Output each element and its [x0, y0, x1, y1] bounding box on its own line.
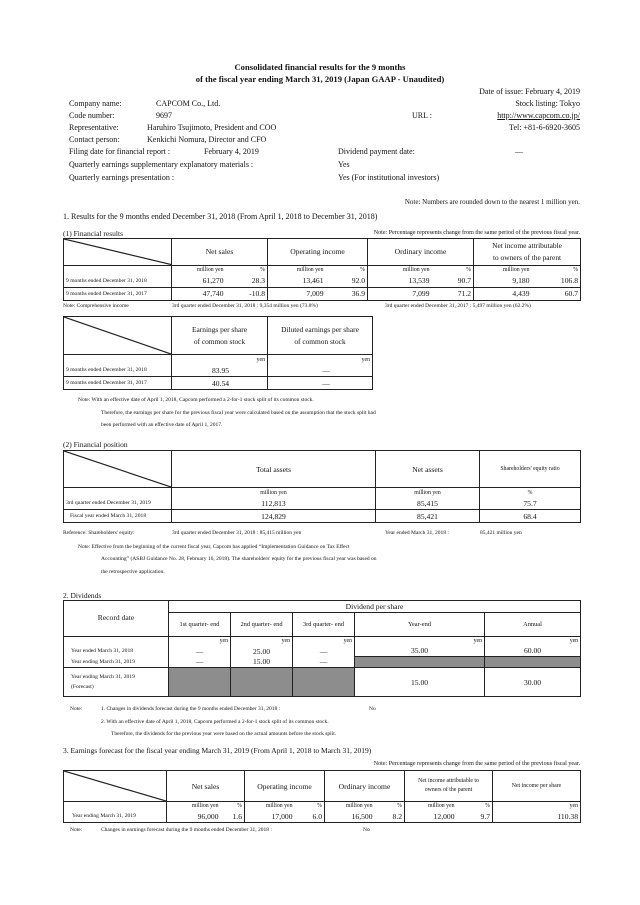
- row-label: Fiscal year ended March 31, 2018: [64, 510, 172, 523]
- table-row: [64, 668, 581, 697]
- col-operating-income: Operating income: [245, 771, 325, 802]
- section1-heading: 1. Results for the 9 months ended December 31, 2018 (From April 1, 2018 to December 31, 2018): [63, 212, 378, 221]
- unit-yen: yen: [231, 637, 293, 646]
- code-label: Code number:: [69, 111, 115, 120]
- cell-value: 6.0: [295, 811, 325, 823]
- col-annual: Annual: [485, 613, 581, 637]
- unit-percent: %: [375, 802, 405, 811]
- unit-yen: yen: [169, 637, 231, 646]
- cell-value: 106.8: [532, 275, 581, 287]
- unit-yen: yen: [493, 802, 581, 811]
- row-label: Year ended March 31, 2018: [64, 646, 169, 657]
- unit-percent: %: [221, 802, 245, 811]
- table-row: [64, 275, 581, 287]
- unit-million: million yen: [368, 265, 432, 275]
- diagonal-header-cell: [64, 317, 172, 355]
- unit-million: million yen: [268, 265, 326, 275]
- comp-income-2018: 3rd quarter ended December 31, 2018 : 9,354 million yen (73.8%): [172, 303, 318, 309]
- dividend-per-share-header: Dividend per share: [169, 601, 581, 613]
- blank-gray-cell: [169, 668, 231, 697]
- cell-value: 92.0: [326, 275, 368, 287]
- table-row: [64, 657, 581, 668]
- row-label: 3rd quarter ended December 31, 2019: [64, 498, 172, 510]
- table-row: [64, 498, 581, 510]
- col-q2: 2nd quarter- end: [231, 613, 293, 637]
- table-row: [64, 365, 373, 377]
- cell-value: 60.00: [485, 646, 581, 657]
- cell-value: -10.8: [226, 287, 268, 300]
- supp-materials: Yes: [338, 160, 350, 169]
- col-operating-income: Operating income: [268, 239, 368, 265]
- div-note-1: 1. Changes in dividends forecast during the 9 months ended December 31, 2018 :: [101, 706, 281, 712]
- accounting-note-2: Accounting” (ASBJ Guidance No. 28, February 16, 2018). The shareholders' equity for the previous fiscal year was based on: [101, 556, 377, 562]
- unit-yen: yen: [268, 355, 373, 365]
- cell-value: 68.4: [480, 510, 581, 523]
- blank-gray-cell: [355, 657, 485, 668]
- cell-value: 40.54: [172, 377, 268, 390]
- cell-value: 71.2: [432, 287, 474, 300]
- diagonal-header-cell: [64, 771, 167, 802]
- code-number: 9697: [156, 111, 172, 120]
- ref-equity-year: 85,421 million yen: [480, 530, 522, 536]
- col-total-assets: Total assets: [172, 451, 376, 488]
- row-label: 9 months ended December 31, 2017: [64, 287, 172, 300]
- col-record-date: Record date: [64, 613, 169, 637]
- unit-percent: %: [480, 488, 581, 498]
- unit-million: million yen: [405, 802, 457, 811]
- table-row: [64, 510, 581, 523]
- filing-label: Filing date for financial report :: [69, 147, 171, 156]
- cell-value: 7,009: [268, 287, 326, 300]
- forecast-note: Changes in earnings forecast during the 9 months ended December 31, 2018 :: [101, 827, 272, 833]
- cell-value: 60.7: [532, 287, 581, 300]
- comp-income-note: Note: Comprehensive income: [63, 303, 129, 309]
- unit-yen: yen: [172, 355, 268, 365]
- accounting-note-3: the retrospective application.: [101, 569, 165, 575]
- col-net-sales: Net sales: [167, 771, 245, 802]
- ref-equity-label: Reference: Shareholders' equity:: [63, 530, 135, 536]
- row-label: 9 months ended December 31, 2018: [64, 275, 172, 287]
- cell-value: 16,500: [325, 811, 375, 823]
- forecast-note-value: No: [363, 827, 370, 833]
- cell-value: 7,099: [368, 287, 432, 300]
- telephone: Tel: +81-6-6920-3605: [509, 123, 580, 132]
- forecast-heading: 3. Earnings forecast for the fiscal year ending March 31, 2019 (From April 1, 2018 to March 31, 2019): [63, 746, 372, 755]
- dividends-heading: 2. Dividends: [63, 591, 102, 600]
- filing-date: February 4, 2019: [204, 147, 259, 156]
- div-note-label: Note:: [70, 706, 83, 712]
- table-row: [64, 646, 581, 657]
- forecast-row-label: Year ending March 31, 2019 (Forecast): [64, 668, 169, 697]
- diagonal-header-cell: [64, 451, 172, 488]
- unit-million: million yen: [325, 802, 375, 811]
- cell-value: 61,270: [172, 275, 226, 287]
- ref-equity-year-label: Year ended March 31, 2018 :: [385, 530, 449, 536]
- cell-value: 28.3: [226, 275, 268, 287]
- table-row: [64, 287, 581, 300]
- supp-materials-label: Quarterly earnings supplementary explanatory materials :: [69, 160, 254, 169]
- cell-value: 47,740: [172, 287, 226, 300]
- unit-percent: %: [457, 802, 493, 811]
- accounting-note-1: Note: Effective from the beginning of the current fiscal year, Capcom has applied “Implementation Guidance on Tax Effect: [78, 544, 350, 550]
- cell-value: 36.9: [326, 287, 368, 300]
- cell-value: 35.00: [355, 646, 485, 657]
- cell-value: 85,421: [376, 510, 480, 523]
- cell-value: 112,813: [172, 498, 376, 510]
- unit-percent: %: [326, 265, 368, 275]
- cell-value: 15.00: [355, 668, 485, 697]
- row-label: 9 months ended December 31, 2017: [64, 377, 172, 390]
- split-note-2: Therefore, the earnings per share for the previous fiscal year were calculated based on the assumption that the stock split had: [101, 410, 376, 416]
- forecast-table: [63, 770, 581, 823]
- cell-value: 9,180: [474, 275, 532, 287]
- diagonal-header-cell: [64, 239, 172, 266]
- unit-million: million yen: [474, 265, 532, 275]
- div-note-3: Therefore, the dividends for the previous year were based on the actual amounts before the stock split.: [111, 731, 337, 737]
- row-label: 9 months ended December 31, 2018: [64, 365, 172, 377]
- cell-value: 8.2: [375, 811, 405, 823]
- cell-value: 12,000: [405, 811, 457, 823]
- comp-income-2017: 3rd quarter ended December 31, 2017 : 5,497 million yen (62.2%): [385, 303, 531, 309]
- unit-yen: yen: [355, 637, 485, 646]
- cell-value: 90.7: [432, 275, 474, 287]
- col-diluted-eps: Diluted earnings per share of common stock: [268, 317, 373, 355]
- row-label: Year ending March 31, 2019: [64, 811, 167, 823]
- div-note-2: 2. With an effective date of April 1, 2018, Capcom performed a 2-for-1 stock split of its common stock.: [101, 719, 329, 725]
- unit-million: million yen: [172, 265, 226, 275]
- blank-gray-cell: [293, 668, 355, 697]
- cell-value: 13,461: [268, 275, 326, 287]
- cell-value: 25.00: [231, 646, 293, 657]
- cell-value: —: [169, 657, 231, 668]
- col-q1: 1st quarter- end: [169, 613, 231, 637]
- col-net-sales: Net sales: [172, 239, 268, 265]
- col-ordinary-income: Ordinary income: [325, 771, 405, 802]
- unit-million: million yen: [245, 802, 295, 811]
- cell-value: —: [268, 377, 373, 390]
- doc-title-line1: Consolidated financial results for the 9 months: [234, 62, 406, 72]
- cell-value: 9.7: [457, 811, 493, 823]
- doc-title-line2: of the fiscal year ending March 31, 2019 (Japan GAAP - Unaudited): [195, 74, 445, 84]
- unit-percent: %: [226, 265, 268, 275]
- col-year-end: Year-end: [355, 613, 485, 637]
- presentation: Yes (For institutional investors): [338, 173, 440, 182]
- forecast-note-label: Note:: [70, 827, 83, 833]
- unit-yen: yen: [485, 637, 581, 646]
- ref-equity-quarter: 3rd quarter ended December 31, 2018 : 85,415 million yen: [172, 530, 302, 536]
- col-equity-ratio: Shareholders' equity ratio: [480, 451, 581, 488]
- cell-value: 85,415: [376, 498, 480, 510]
- blank-gray-cell: [231, 668, 293, 697]
- cell-value: 75.7: [480, 498, 581, 510]
- unit-percent: %: [432, 265, 474, 275]
- col-eps: Earnings per share of common stock: [172, 317, 268, 355]
- cell-value: —: [169, 646, 231, 657]
- split-note-1: Note: With an effective date of April 1, 2018, Capcom performed a 2-for-1 stock split of its common stock.: [78, 397, 314, 403]
- split-note-3: been performed with an effective date of April 1, 2017.: [101, 422, 223, 428]
- cell-value: —: [293, 646, 355, 657]
- financial-position-heading: (2) Financial position: [63, 440, 128, 449]
- rounding-note: Note: Numbers are rounded down to the nearest 1 million yen.: [404, 198, 580, 206]
- cell-value: 17,000: [245, 811, 295, 823]
- cell-value: 83.95: [172, 365, 268, 377]
- unit-percent: %: [295, 802, 325, 811]
- company-name: CAPCOM Co., Ltd.: [156, 99, 221, 108]
- cell-value: 124,829: [172, 510, 376, 523]
- col-net-assets: Net assets: [376, 451, 480, 488]
- blank-gray-cell: [485, 657, 581, 668]
- financial-results-table: [63, 238, 581, 301]
- contact-label: Contact person:: [69, 135, 120, 144]
- eps-table: [63, 316, 373, 390]
- dividend-date-label: Dividend payment date:: [338, 147, 415, 156]
- col-eps: Net income per share: [493, 771, 581, 802]
- financial-results-heading: (1) Financial results: [63, 229, 123, 238]
- cell-value: 15.00: [231, 657, 293, 668]
- cell-value: 30.00: [485, 668, 581, 697]
- url-label: URL :: [412, 111, 432, 120]
- dividend-date: —: [515, 147, 523, 156]
- record-date-header: [64, 601, 169, 613]
- cell-value: —: [268, 365, 373, 377]
- div-note-1-value: No: [369, 706, 376, 712]
- financial-position-table: [63, 450, 581, 523]
- cell-value: 13,539: [368, 275, 432, 287]
- cell-value: 96,000: [167, 811, 221, 823]
- cell-value: —: [293, 657, 355, 668]
- cell-value: 110.38: [493, 811, 581, 823]
- representative: Haruhiro Tsujimoto, President and COO: [147, 123, 277, 132]
- table-row: [64, 811, 581, 823]
- presentation-label: Quarterly earnings presentation :: [69, 173, 175, 182]
- row-label: Year ending March 31, 2019: [64, 657, 169, 668]
- table-row: [64, 377, 373, 390]
- cell-value: 4,439: [474, 287, 532, 300]
- stock-listing: Stock listing: Tokyo: [515, 99, 580, 108]
- company-name-label: Company name:: [69, 99, 122, 108]
- col-net-income: Net income attributable to owners of the parent: [405, 771, 493, 802]
- col-ordinary-income: Ordinary income: [368, 239, 474, 265]
- issue-date: Date of issue: February 4, 2019: [479, 87, 580, 96]
- unit-million: million yen: [172, 488, 376, 498]
- rep-label: Representative:: [69, 123, 119, 132]
- col-net-income: Net income attributable to owners of the parent: [474, 239, 581, 265]
- dividends-table: [63, 600, 581, 697]
- unit-percent: %: [532, 265, 581, 275]
- unit-million: million yen: [167, 802, 221, 811]
- unit-yen: yen: [293, 637, 355, 646]
- pct-note-1: Note: Percentage represents change from the same period of the previous fiscal year.: [373, 230, 580, 236]
- cell-value: 1.6: [221, 811, 245, 823]
- company-url-link[interactable]: http://www.capcom.co.jp/: [497, 111, 580, 120]
- pct-note-3: Note: Percentage represents change from the same period of the previous fiscal year.: [373, 761, 580, 767]
- unit-million: million yen: [376, 488, 480, 498]
- contact-person: Kenkichi Nomura, Director and CFO: [147, 135, 267, 144]
- col-q3: 3rd quarter- end: [293, 613, 355, 637]
